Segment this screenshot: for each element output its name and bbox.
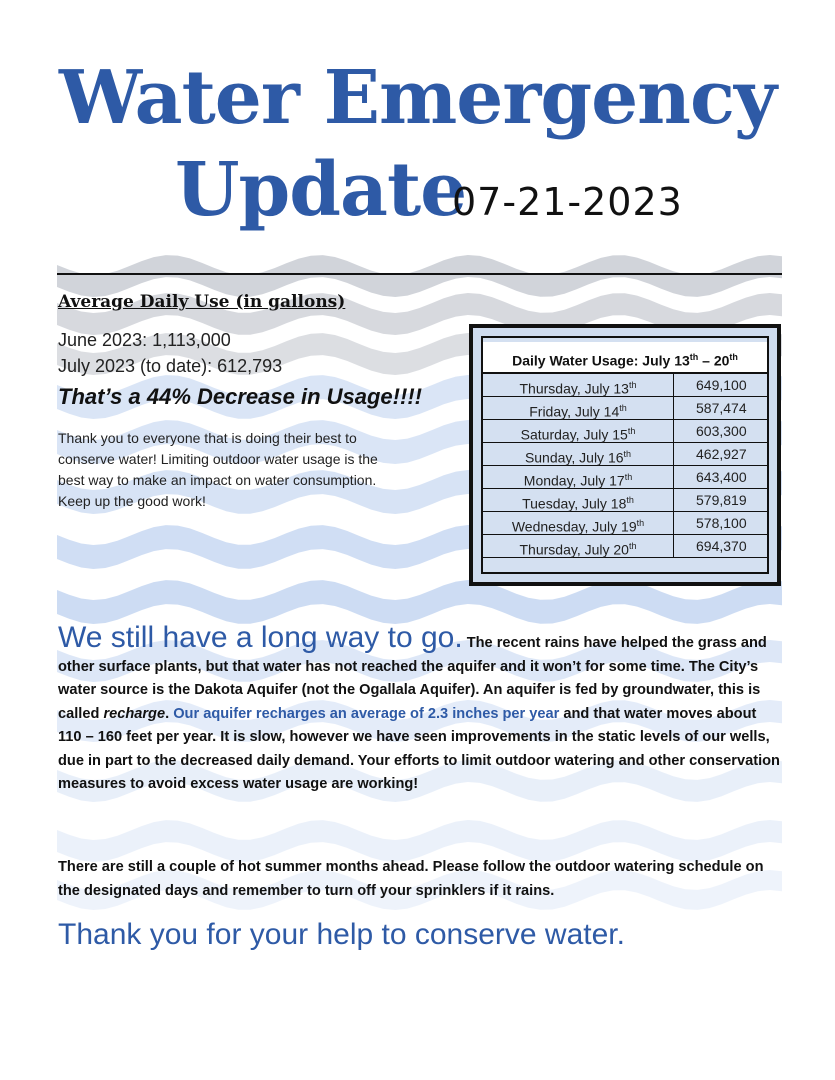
usage-day-text: Sunday, July 16 [524,449,624,466]
thanks-paragraph: Thank you to everyone that is doing their best to conserve water! Limiting outdoor water usage is the best way to make an impact on water consumption. Keep up the good work! [58,430,378,509]
usage-day [483,489,674,511]
usage-day-text: Thursday, July 13 [519,380,629,397]
closing-message: Thank you for your help to conserve water. [58,918,625,951]
usage-day [483,397,674,419]
table-row-empty [483,558,767,580]
june-usage: June 2023: 1,113,000 [58,330,231,350]
table-row [483,512,767,535]
usage-gallons: 579,819 [696,492,747,508]
table-title-sup: th [729,352,738,362]
usage-gallons: 603,300 [696,423,747,439]
usage-day [483,466,674,488]
table-row [483,535,767,558]
usage-day-text: Wednesday, July 19 [511,518,637,535]
usage-gallons: 649,100 [696,377,747,393]
average-use-heading: Average Daily Use (in gallons) [58,292,346,312]
usage-day-text: Tuesday, July 18 [522,495,627,512]
recharge-rate-highlight: Our aquifer recharges an average of 2.3 inches per year [173,705,560,722]
table-row [483,466,767,489]
usage-day-sup: th [628,380,637,390]
usage-day [483,443,674,465]
table-title-sup: th [689,352,699,362]
page-title-line2: Update [175,147,467,233]
usage-day-sup: th [623,449,632,459]
progress-paragraph [58,621,783,797]
usage-table-rows [483,374,767,580]
usage-table [469,324,781,586]
usage-gallons: 694,370 [696,538,747,554]
usage-day-sup: th [626,495,634,505]
usage-day-sup: th [624,472,633,482]
usage-table-title [483,342,767,374]
usage-day-sup: th [627,426,636,436]
usage-table-inner [481,336,769,574]
update-date: 07-21-2023 [452,180,683,224]
usage-day [483,535,674,557]
usage-gallons: 462,927 [696,446,747,462]
paragraph-text: . [165,705,174,722]
usage-gallons: 587,474 [696,400,747,416]
table-row [483,420,767,443]
usage-gallons: 643,400 [696,469,747,485]
usage-day-text: Friday, July 14 [529,403,620,420]
usage-day-sup: th [619,403,627,413]
long-way-heading: We still have a long way to go. [58,621,463,654]
usage-day-sup: th [636,518,645,528]
table-title-prefix: Daily Water Usage: July 13 [512,352,690,369]
recharge-term: recharge [103,705,166,722]
usage-day-text: Saturday, July 15 [520,426,628,443]
paragraph-text: The recent rains have helped the grass and other surface plants, but that water has not reached the aquifer and it won’t for some time. The City’s water source is the Dakota Aquifer (not the Ogallala Aquifer). An aquifer is fed by groundwater, this is called [58,635,767,722]
usage-day [483,420,674,442]
page-title-line1: Water Emergency [58,55,777,141]
header-divider [57,273,782,275]
wave-band [57,580,782,624]
usage-day-text: Thursday, July 20 [519,541,629,558]
july-usage: July 2023 (to date): 612,793 [58,356,283,376]
wave-band [57,255,782,297]
usage-day [483,374,674,396]
table-row [483,374,767,397]
usage-gallons: 578,100 [696,515,747,531]
table-title-mid: – 20 [698,352,730,369]
usage-day [483,512,674,534]
summer-paragraph: There are still a couple of hot summer months ahead. Please follow the outdoor watering schedule on the designated days and remember to turn off your sprinklers if it rains. [58,859,764,899]
table-row [483,397,767,420]
usage-day-sup: th [628,541,637,551]
paragraph-text: and that water moves about 110 – 160 feet per year. It is slow, however we have seen improvements in the static levels of our wells, due in part to the decreased daily demand. Your efforts to limit outdoor watering and other conservation measures to avoid excess water usage are working! [58,705,780,792]
usage-day-text: Monday, July 17 [523,472,625,489]
table-row [483,443,767,466]
table-row [483,489,767,512]
decrease-callout: That’s a 44% Decrease in Usage!!!! [58,384,422,409]
